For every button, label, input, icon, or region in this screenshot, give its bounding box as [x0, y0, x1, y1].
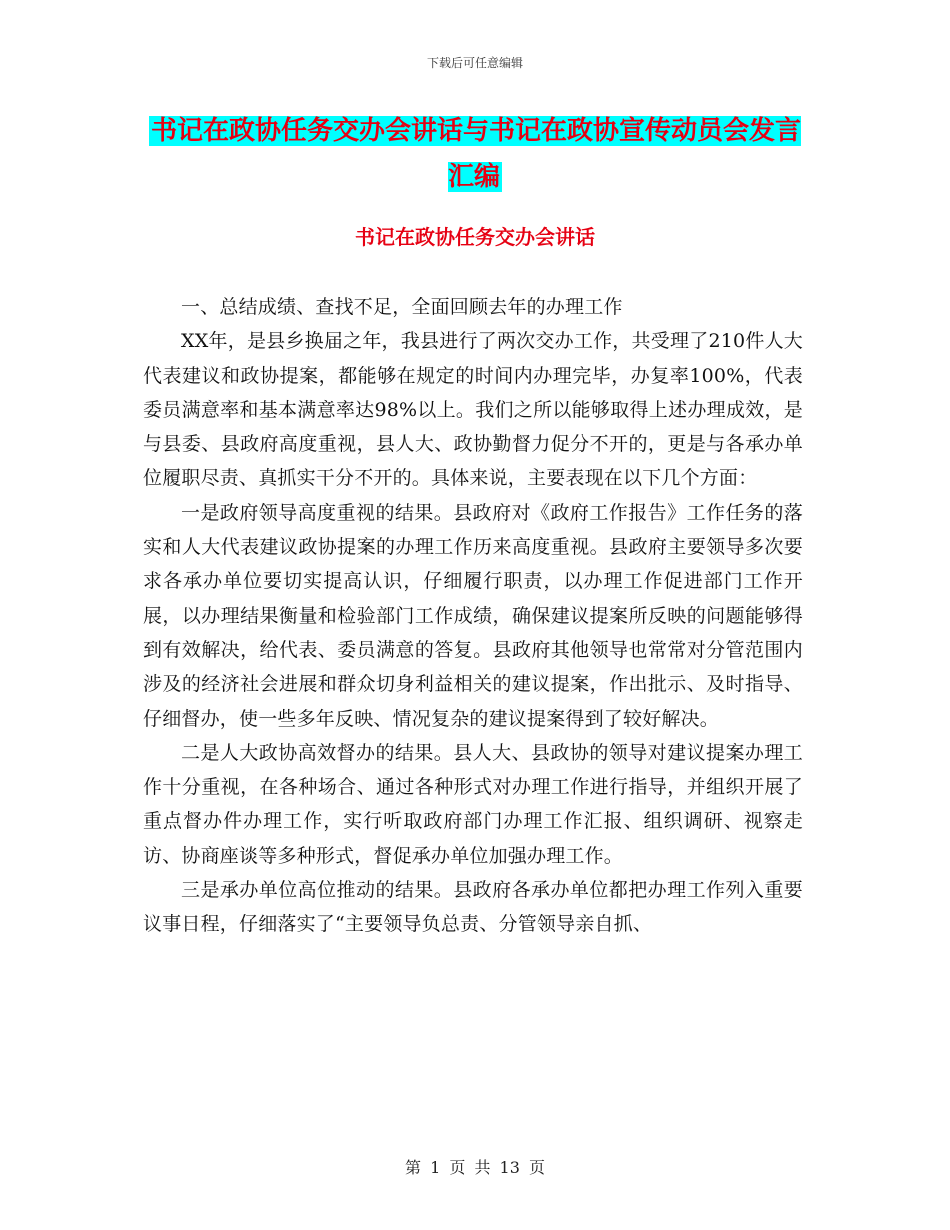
paragraph: XX年，是县乡换届之年，我县进行了两次交办工作，共受理了210件人大代表建议和政协提案，都能够在规定的时间内办理完毕，办复率100%，代表委员满意率和基本满意率达98%以上。我们之所以能够取得上述办理成效，是与县委、县政府高度重视，县人大、政协勤督力促分不开的，更是与各承办单位履职尽责、真抓实干分不开的。具体来说，主要表现在以下几个方面：	[143, 330, 803, 490]
document-body	[143, 290, 803, 942]
document-title	[140, 108, 810, 200]
page-number-footer: 第 1 页 共 13 页	[405, 1158, 545, 1177]
section-title: 书记在政协任务交办会讲话	[355, 225, 595, 249]
paragraph: 三是承办单位高位推动的结果。县政府各承办单位都把办理工作列入重要议事日程，仔细落实了“主要领导负总责、分管领导亲自抓、	[143, 879, 803, 936]
paragraph: 一是政府领导高度重视的结果。县政府对《政府工作报告》工作任务的落实和人大代表建议政协提案的办理工作历来高度重视。县政府主要领导多次要求各承办单位要切实提高认识，仔细履行职责，以办理工作促进部门工作开展，以办理结果衡量和检验部门工作成绩，确保建议提案所反映的问题能够得到有效解决，给代表、委员满意的答复。县政府其他领导也常常对分管范围内涉及的经济社会进展和群众切身利益相关的建议提案，作出批示、及时指导、仔细督办，使一些多年反映、情况复杂的建议提案得到了较好解决。	[143, 501, 803, 730]
document-title-text: 书记在政协任务交办会讲话与书记在政协宣传动员会发言汇编	[150, 116, 801, 192]
paragraph-heading: 一、总结成绩、查找不足，全面回顾去年的办理工作	[181, 296, 623, 318]
page-header-note: 下载后可任意编辑	[426, 56, 523, 70]
paragraph: 二是人大政协高效督办的结果。县人大、县政协的领导对建议提案办理工作十分重视，在各种场合、通过各种形式对办理工作进行指导，并组织开展了重点督办件办理工作，实行听取政府部门办理工作汇报、组织调研、视察走访、协商座谈等多种形式，督促承办单位加强办理工作。	[143, 741, 803, 867]
